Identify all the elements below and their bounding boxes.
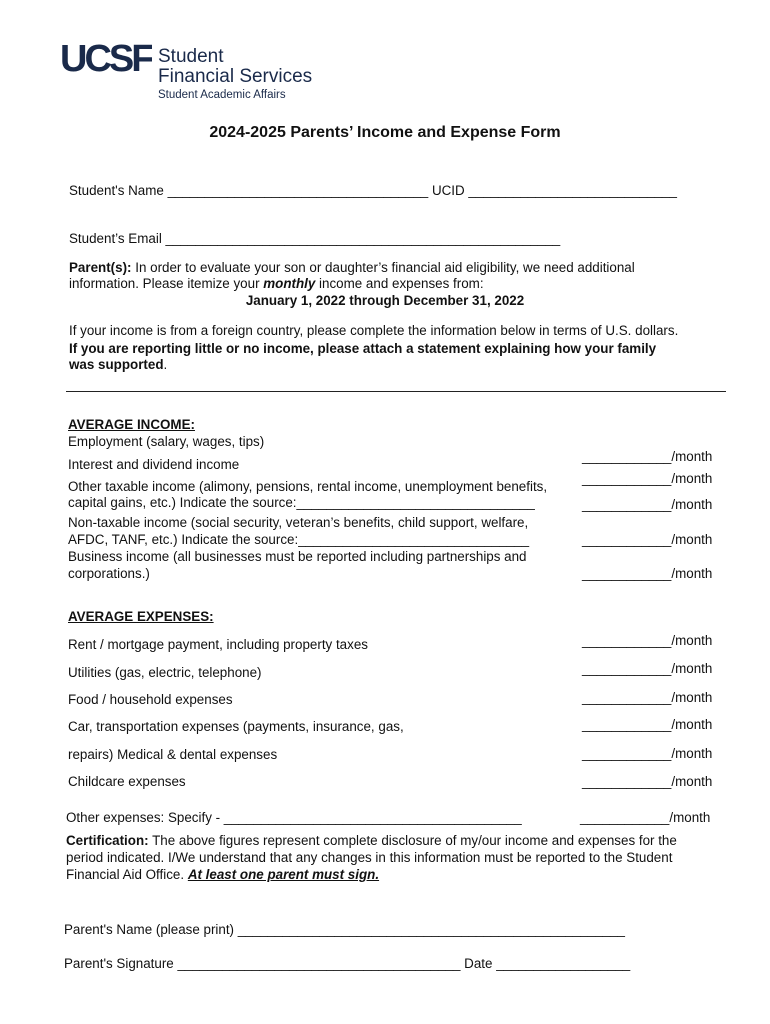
income-employment: Employment (salary, wages, tips) — [68, 434, 265, 449]
certification-line-3 — [66, 867, 379, 883]
logo-student: Student — [158, 46, 224, 67]
little-income-note-2-bold: was supported — [69, 357, 164, 372]
form-title: 2024-2025 Parents’ Income and Expense Form — [209, 124, 561, 141]
certification-text-c: Financial Aid Office. — [66, 867, 188, 882]
intro-period: January 1, 2022 through December 31, 2022 — [245, 293, 525, 308]
income-non-taxable-1: Non-taxable income (social security, veteran’s benefits, child support, welfare, — [68, 515, 529, 530]
logo-financial-services: Financial Services — [158, 66, 313, 87]
income-business-2: corporations.) — [68, 566, 150, 581]
income-month-field[interactable]: ____________/month — [582, 449, 713, 464]
intro-text-a: In order to evaluate your son or daughter’s financial aid eligibility, we need additional — [131, 260, 635, 275]
expense-month-field[interactable]: ____________/month — [580, 810, 711, 825]
income-month-field[interactable]: ____________/month — [582, 532, 713, 547]
expense-rent: Rent / mortgage payment, including property taxes — [68, 637, 368, 652]
income-non-taxable-2[interactable]: AFDC, TANF, etc.) Indicate the source:_______________________________ — [68, 532, 530, 547]
expense-month-field[interactable]: ____________/month — [582, 690, 713, 705]
expense-childcare: Childcare expenses — [68, 774, 186, 789]
certification-line-2: period indicated. I/We understand that any changes in this information must be reported to the Student — [66, 850, 673, 865]
expense-month-field[interactable]: ____________/month — [582, 746, 713, 761]
income-other-taxable-1: Other taxable income (alimony, pensions, rental income, unemployment benefits, — [68, 479, 548, 494]
intro-monthly: monthly — [263, 276, 316, 291]
certification-label: Certification: — [66, 833, 149, 848]
expense-medical: repairs) Medical & dental expenses — [68, 747, 278, 762]
expense-month-field[interactable]: ____________/month — [582, 774, 713, 789]
parent-signature-date-line[interactable]: Parent's Signature ______________________________________ Date __________________ — [64, 956, 631, 971]
expense-other[interactable]: Other expenses: Specify - ________________________________________ — [66, 810, 522, 825]
intro-label: Parent(s): — [69, 260, 132, 275]
expenses-heading: AVERAGE EXPENSES: — [68, 609, 214, 624]
ucsf-logo-text: UCSF — [60, 38, 152, 80]
expense-month-field[interactable]: ____________/month — [582, 633, 713, 648]
intro-line-2 — [69, 276, 484, 292]
certification-line-1 — [66, 833, 677, 849]
little-income-note-2 — [69, 357, 167, 373]
income-month-field[interactable]: ____________/month — [582, 471, 713, 486]
parent-name-line[interactable]: Parent's Name (please print) ____________________________________________________ — [64, 922, 625, 937]
section-divider — [66, 391, 726, 392]
student-name-ucid-line[interactable]: Student's Name ___________________________________ UCID ____________________________ — [69, 183, 677, 198]
income-month-field[interactable]: ____________/month — [582, 497, 713, 512]
little-income-note-2-end: . — [163, 357, 168, 372]
student-email-line[interactable]: Student’s Email _____________________________________________________ — [69, 231, 561, 246]
income-business-1: Business income (all businesses must be reported including partnerships and — [68, 549, 527, 564]
income-month-field[interactable]: ____________/month — [582, 566, 713, 581]
little-income-note-1: If you are reporting little or no income, please attach a statement explaining how your family — [69, 341, 657, 356]
expense-month-field[interactable]: ____________/month — [582, 661, 713, 676]
expense-month-field[interactable]: ____________/month — [582, 717, 713, 732]
expense-utilities: Utilities (gas, electric, telephone) — [68, 665, 262, 680]
income-interest: Interest and dividend income — [68, 457, 240, 472]
logo-academic-affairs: Student Academic Affairs — [158, 89, 286, 101]
certification-text-a: The above figures represent complete disclosure of my/our income and expenses for the — [148, 833, 677, 848]
income-heading: AVERAGE INCOME: — [68, 417, 195, 432]
intro-line-1 — [69, 260, 635, 276]
expense-car: Car, transportation expenses (payments, insurance, gas, — [68, 719, 404, 734]
income-other-taxable-2[interactable]: capital gains, etc.) Indicate the source:________________________________ — [68, 495, 535, 510]
foreign-note: If your income is from a foreign country, please complete the information below in terms of U.S. dollars. — [69, 323, 679, 338]
intro-text-b: information. Please itemize your — [69, 276, 264, 291]
ucsf-logo-mark — [60, 38, 152, 82]
expense-food: Food / household expenses — [68, 692, 233, 707]
must-sign-note: At least one parent must sign. — [187, 867, 380, 882]
intro-text-c: income and expenses from: — [315, 276, 484, 291]
